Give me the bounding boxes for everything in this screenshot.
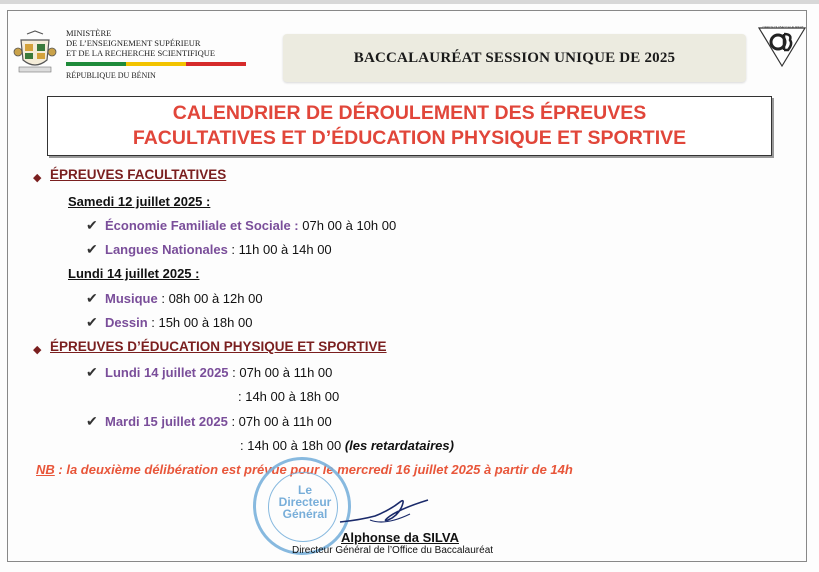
stamp-line-2: Directeur <box>278 495 332 509</box>
day-name: Mardi 15 juillet 2025 <box>105 414 228 429</box>
nb-label: NB <box>36 462 55 477</box>
day-date: Samedi 12 juillet 2025 : <box>68 194 211 209</box>
session-title: BACCALAURÉAT SESSION UNIQUE DE 2025 <box>353 49 676 66</box>
title-line-2: FACULTATIVES ET D’ÉDUCATION PHYSIQUE ET SPORTIVE <box>132 127 687 149</box>
time-range: : 07h 00 à 11h 00 <box>228 365 333 380</box>
title-line-1: CALENDRIER DE DÉROULEMENT DES ÉPREUVES <box>172 102 647 124</box>
office-bac-logo <box>757 24 807 68</box>
subject-name: Dessin <box>105 315 148 330</box>
national-flag-stripe <box>66 62 246 66</box>
session-banner <box>283 34 746 82</box>
checkmark-icon: ✔ <box>86 413 98 429</box>
schedule-item <box>105 242 332 257</box>
flag-stripe-green <box>66 62 126 66</box>
time-range: : 15h 00 à 18h 00 <box>147 315 253 330</box>
time-range: 07h 00 à 10h 00 <box>298 218 397 233</box>
checkmark-icon: ✔ <box>86 314 98 330</box>
ministry-line-3: ET DE LA RECHERCHE SCIENTIFIQUE <box>66 48 216 58</box>
ministry-name <box>66 28 215 58</box>
time-range: : 07h 00 à 11h 00 <box>227 414 332 429</box>
scan-top-edge <box>0 0 819 4</box>
subject-name: Langues Nationales <box>105 242 228 257</box>
subject-name: Économie Familiale et Sociale : <box>105 218 299 233</box>
office-bac-logo-caption: OFFICE DU BACCALAURÉAT <box>762 26 804 29</box>
ministry-line-2: DE L’ENSEIGNEMENT SUPÉRIEUR <box>66 38 201 48</box>
republic-label: RÉPUBLIQUE DU BÉNIN <box>66 71 156 80</box>
signer-name: Alphonse da SILVA <box>341 530 459 545</box>
office-bac-logo-icon <box>757 24 807 68</box>
diamond-bullet-icon: ◆ <box>33 172 42 184</box>
schedule-item <box>105 365 332 380</box>
section-heading-facultatives: ÉPREUVES FACULTATIVES <box>50 167 227 182</box>
schedule-item <box>105 414 332 429</box>
title-box <box>47 96 772 156</box>
checkmark-icon: ✔ <box>86 217 98 233</box>
day-name: Lundi 14 juillet 2025 <box>105 365 229 380</box>
day-date: Lundi 14 juillet 2025 : <box>68 266 200 281</box>
section-heading-eps: ÉPREUVES D’ÉDUCATION PHYSIQUE ET SPORTIVE <box>50 339 387 354</box>
time-range: : 14h 00 à 18h 00 <box>240 438 345 453</box>
schedule-item <box>105 315 252 330</box>
time-range: : 14h 00 à 18h 00 <box>238 389 340 404</box>
checkmark-icon: ✔ <box>86 241 98 257</box>
ministry-line-1: MINISTÈRE <box>66 28 112 38</box>
latecomers-note: (les retardataires) <box>344 438 454 453</box>
stamp-line-3: Général <box>282 507 328 521</box>
signer-title: Directeur Général de l’Office du Baccalauréat <box>292 545 494 556</box>
flag-stripe-yellow <box>126 62 186 66</box>
diamond-bullet-icon: ◆ <box>33 344 42 356</box>
nb-text: : la deuxième délibération est prévue pour le mercredi 16 juillet 2025 à partir de 14h <box>54 462 573 477</box>
schedule-item <box>105 218 396 233</box>
checkmark-icon: ✔ <box>86 364 98 380</box>
handwritten-signature-icon <box>330 490 430 530</box>
schedule-item <box>240 438 454 453</box>
stamp-line-1: Le <box>297 483 312 497</box>
page-border <box>7 10 807 562</box>
flag-stripe-red <box>186 62 246 66</box>
time-range: : 08h 00 à 12h 00 <box>157 291 263 306</box>
subject-name: Musique <box>105 291 158 306</box>
schedule-item <box>105 291 263 306</box>
benin-coat-of-arms-icon <box>13 30 57 74</box>
checkmark-icon: ✔ <box>86 290 98 306</box>
time-range: : 11h 00 à 14h 00 <box>227 242 332 257</box>
